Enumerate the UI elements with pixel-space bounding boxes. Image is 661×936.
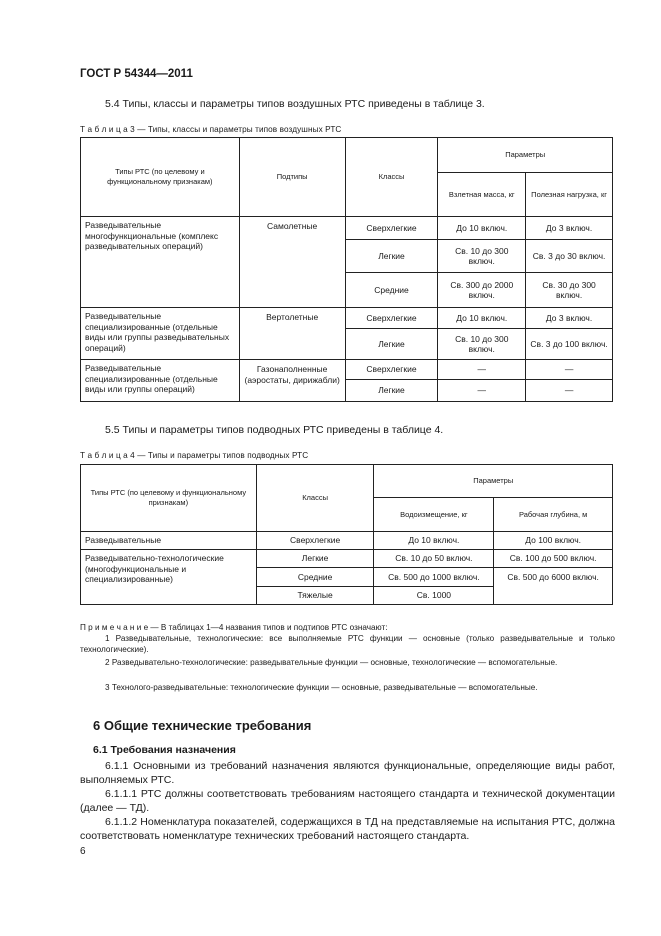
table3-cell-mass: Св. 10 до 300 включ. [438, 329, 526, 360]
table3-head-mass: Взлетная масса, кг [438, 173, 526, 217]
table4-head-params: Параметры [374, 465, 613, 498]
paragraph-6-1-1-2: 6.1.1.2 Номенклатура показателей, содержащихся в ТД на представляемые на испытания РТС, должна соответствовать номенклатуре технических требований настоящего стандарта. [80, 816, 615, 842]
table3-cell-subtype: Самолетные [239, 217, 345, 308]
table4-cell-type: Разведывательно-технологические (многофункциональные и специализированные) [81, 550, 257, 605]
table3-cell-mass: — [438, 380, 526, 402]
table3-cell-load: — [526, 380, 613, 402]
table3-cell-class: Сверхлегкие [345, 217, 438, 240]
table3-cell-class: Сверхлегкие [345, 308, 438, 329]
table-4 [80, 464, 613, 605]
table3-cell-mass: Св. 10 до 300 включ. [438, 240, 526, 273]
table4-cell-displacement: Св. 500 до 1000 включ. [374, 568, 494, 587]
table4-cell-depth: До 100 включ. [494, 532, 613, 550]
table4-head-type: Типы РТС (по целевому и функциональному признакам) [81, 465, 257, 532]
table3-cell-class: Сверхлегкие [345, 360, 438, 380]
table3-cell-subtype: Вертолетные [239, 308, 345, 360]
table3-cell-load: Св. 3 до 30 включ. [526, 240, 613, 273]
table-row [81, 550, 613, 568]
note-title: П р и м е ч а н и е — В таблицах 1—4 названия типов и подтипов РТС означают: [80, 623, 388, 632]
table4-head-displacement: Водоизмещение, кг [374, 498, 494, 532]
table3-cell-class: Средние [345, 273, 438, 308]
note-item-3: 3 Технолого-разведывательные: технологические функции — основные, разведывательные — вспомогательные. [105, 683, 538, 692]
table4-cell-displacement: Св. 10 до 50 включ. [374, 550, 494, 568]
table3-cell-subtype: Газонаполненные (аэростаты, дирижабли) [239, 360, 345, 402]
table4-caption: Т а б л и ц а 4 — Типы и параметры типов подводных РТС [80, 451, 309, 460]
table4-cell-type: Разведывательные [81, 532, 257, 550]
table-3 [80, 137, 613, 402]
table3-cell-load: До 3 включ. [526, 217, 613, 240]
table3-caption: Т а б л и ц а 3 — Типы, классы и параметры типов воздушных РТС [80, 125, 342, 134]
table-row [81, 360, 613, 380]
table3-cell-load: До 3 включ. [526, 308, 613, 329]
table3-cell-mass: Св. 300 до 2000 включ. [438, 273, 526, 308]
table4-cell-displacement: До 10 включ. [374, 532, 494, 550]
table3-head-type: Типы РТС (по целевому и функциональному признакам) [81, 138, 240, 217]
table4-head-depth: Рабочая глубина, м [494, 498, 613, 532]
table3-head-load: Полезная нагрузка, кг [526, 173, 613, 217]
table3-head-subtype: Подтипы [239, 138, 345, 217]
page-number: 6 [80, 846, 86, 857]
table-row [81, 532, 613, 550]
note-item-2: 2 Разведывательно-технологические: разведывательные функции — основные, технологические — вспомогательные. [105, 658, 558, 667]
table3-cell-type: Разведывательные специализированные (отдельные виды или группы операций) [81, 360, 240, 402]
table3-head-params: Параметры [438, 138, 613, 173]
paragraph-5-4: 5.4 Типы, классы и параметры типов воздушных РТС приведены в таблице 3. [105, 98, 485, 110]
table4-cell-class: Легкие [256, 550, 374, 568]
table3-cell-load: — [526, 360, 613, 380]
table3-cell-mass: — [438, 360, 526, 380]
table3-head-class: Классы [345, 138, 438, 217]
section-6-1-title: 6.1 Требования назначения [93, 744, 236, 756]
document-id: ГОСТ Р 54344—2011 [80, 68, 193, 80]
table4-cell-depth: Св. 500 до 6000 включ. [494, 568, 613, 605]
table4-cell-displacement: Св. 1000 [374, 587, 494, 605]
table3-cell-load: Св. 30 до 300 включ. [526, 273, 613, 308]
paragraph-5-5: 5.5 Типы и параметры типов подводных РТС приведены в таблице 4. [105, 424, 444, 436]
table3-cell-type: Разведывательные многофункциональные (комплекс разведывательных операций) [81, 217, 240, 308]
table3-cell-class: Легкие [345, 240, 438, 273]
table3-cell-type: Разведывательные специализированные (отдельные виды или группы разведывательных операций) [81, 308, 240, 360]
paragraph-6-1-1: 6.1.1 Основными из требований назначения являются функциональные, определяющие виды работ, выполняемых РТС. [80, 760, 615, 786]
note-item-1: 1 Разведывательные, технологические: все выполняемые РТС функции — основные (только разведывательные и только технологические). [80, 634, 615, 654]
table3-cell-mass: До 10 включ. [438, 308, 526, 329]
table4-cell-depth: Св. 100 до 500 включ. [494, 550, 613, 568]
table3-cell-load: Св. 3 до 100 включ. [526, 329, 613, 360]
table3-cell-class: Легкие [345, 329, 438, 360]
section-6-title: 6 Общие технические требования [93, 718, 312, 733]
paragraph-6-1-1-1: 6.1.1.1 РТС должны соответствовать требованиям настоящего стандарта и технической документации (далее — ТД). [80, 788, 615, 814]
table4-cell-class: Средние [256, 568, 374, 587]
table4-head-class: Классы [256, 465, 374, 532]
table4-cell-class: Тяжелые [256, 587, 374, 605]
table4-cell-class: Сверхлегкие [256, 532, 374, 550]
table3-cell-mass: До 10 включ. [438, 217, 526, 240]
table3-cell-class: Легкие [345, 380, 438, 402]
table-row [81, 217, 613, 240]
table-row [81, 308, 613, 329]
